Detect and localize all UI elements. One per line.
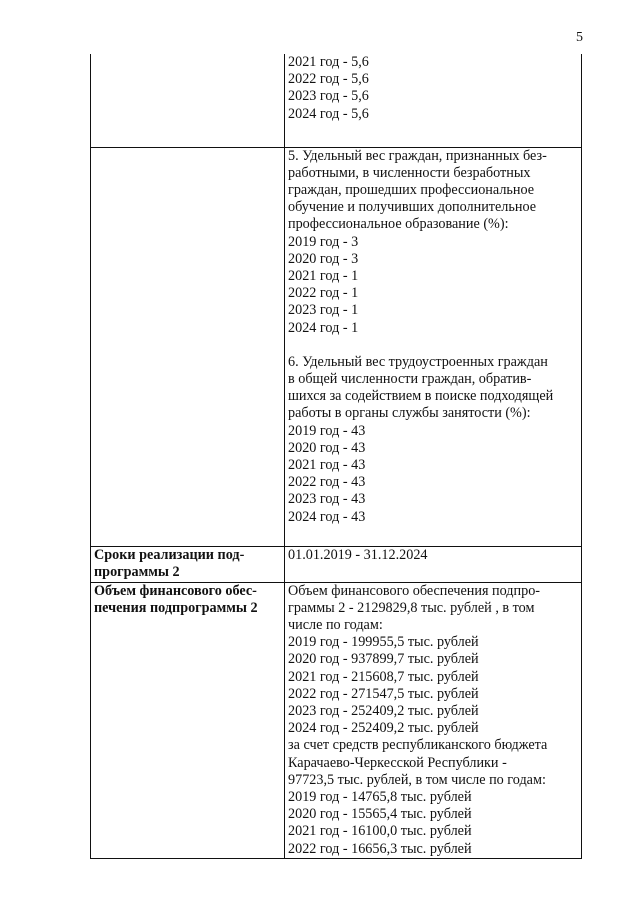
financing-line: 2023 год - 252409,2 тыс. рублей bbox=[288, 702, 479, 719]
empty-label-cell bbox=[91, 54, 285, 147]
financing-line: Объем финансового обеспечения подпро- bbox=[288, 582, 541, 599]
period-value: 01.01.2019 - 31.12.2024 bbox=[288, 546, 428, 563]
financing-content-cell bbox=[285, 582, 582, 858]
year-value-line: 2022 год - 1 bbox=[288, 285, 359, 302]
indicator-5 bbox=[288, 148, 581, 337]
indicator-title-line: работы в органы службы занятости (%): bbox=[288, 405, 531, 422]
spacer bbox=[288, 337, 581, 354]
indicator-title-line: обучение и получивших дополнительное bbox=[288, 199, 537, 216]
financing-line: 2022 год - 271547,5 тыс. рублей bbox=[288, 685, 479, 702]
table-row-implementation-period bbox=[91, 546, 582, 582]
financing-line: 2020 год - 937899,7 тыс. рублей bbox=[288, 651, 479, 668]
indicator-title-line: профессиональное образование (%): bbox=[288, 216, 509, 233]
year-value-line: 2022 год - 5,6 bbox=[288, 71, 369, 88]
financing-line: граммы 2 - 2129829,8 тыс. рублей , в том bbox=[288, 599, 535, 616]
year-value-line: 2023 год - 43 bbox=[288, 491, 366, 508]
year-value-line: 2024 год - 43 bbox=[288, 508, 366, 525]
financing-line: 2019 год - 199955,5 тыс. рублей bbox=[288, 634, 479, 651]
year-value-line: 2019 год - 3 bbox=[288, 233, 359, 250]
year-value-line: 2020 год - 3 bbox=[288, 250, 359, 267]
indicators-cell bbox=[285, 147, 582, 546]
financing-line: 2024 год - 252409,2 тыс. рублей bbox=[288, 720, 479, 737]
financing-line: 2021 год - 16100,0 тыс. рублей bbox=[288, 823, 472, 840]
financing-line: 2022 год - 16656,3 тыс. рублей bbox=[288, 840, 472, 857]
page-number: 5 bbox=[576, 30, 583, 45]
financing-line: за счет средств республиканского бюджета bbox=[288, 737, 548, 754]
subprogram-passport-table bbox=[90, 54, 582, 859]
financing-line: Карачаево-Черкесской Республики - bbox=[288, 754, 507, 771]
year-value-line: 2020 год - 43 bbox=[288, 439, 366, 456]
year-value-line: 2024 год - 1 bbox=[288, 319, 359, 336]
indicator-title-line: граждан, прошедших профессиональное bbox=[288, 181, 535, 198]
financing-line: 2019 год - 14765,8 тыс. рублей bbox=[288, 788, 472, 805]
year-value-line: 2023 год - 1 bbox=[288, 302, 359, 319]
year-value-line: 2021 год - 43 bbox=[288, 456, 366, 473]
year-value-line: 2019 год - 43 bbox=[288, 422, 366, 439]
period-label-cell bbox=[91, 546, 285, 582]
indicator-title-line: 5. Удельный вес граждан, признанных без- bbox=[288, 147, 547, 164]
financing-label-line: печения подпрограммы 2 bbox=[94, 599, 258, 616]
year-value-line: 2022 год - 43 bbox=[288, 474, 366, 491]
empty-label-cell bbox=[91, 147, 285, 546]
continued-indicator-cell bbox=[285, 54, 582, 147]
financing-label-cell bbox=[91, 582, 285, 858]
table-row-indicators bbox=[91, 147, 582, 546]
period-label-line: программы 2 bbox=[94, 563, 180, 580]
indicator-title-line: шихся за содействием в поиске подходящей bbox=[288, 388, 554, 405]
indicator-title-line: работными, в численности безработных bbox=[288, 164, 531, 181]
financing-line: числе по годам: bbox=[288, 616, 383, 633]
financing-line: 97723,5 тыс. рублей, в том числе по годам: bbox=[288, 771, 546, 788]
year-value-line: 2021 год - 5,6 bbox=[288, 54, 369, 70]
indicator-6 bbox=[288, 354, 581, 526]
indicator-title-line: 6. Удельный вес трудоустроенных граждан bbox=[288, 353, 548, 370]
table-row-continued-indicator bbox=[91, 54, 582, 147]
year-value-line: 2021 год - 1 bbox=[288, 267, 359, 284]
year-value-line: 2023 год - 5,6 bbox=[288, 88, 369, 105]
period-value-cell bbox=[285, 546, 582, 582]
year-value-line: 2024 год - 5,6 bbox=[288, 105, 369, 122]
table-row-financing bbox=[91, 582, 582, 858]
financing-line: 2020 год - 15565,4 тыс. рублей bbox=[288, 806, 472, 823]
financing-line: 2021 год - 215608,7 тыс. рублей bbox=[288, 668, 479, 685]
financing-label-line: Объем финансового обес- bbox=[94, 582, 257, 599]
indicator-title-line: в общей численности граждан, обратив- bbox=[288, 370, 532, 387]
period-label-line: Сроки реализации под- bbox=[94, 546, 245, 563]
